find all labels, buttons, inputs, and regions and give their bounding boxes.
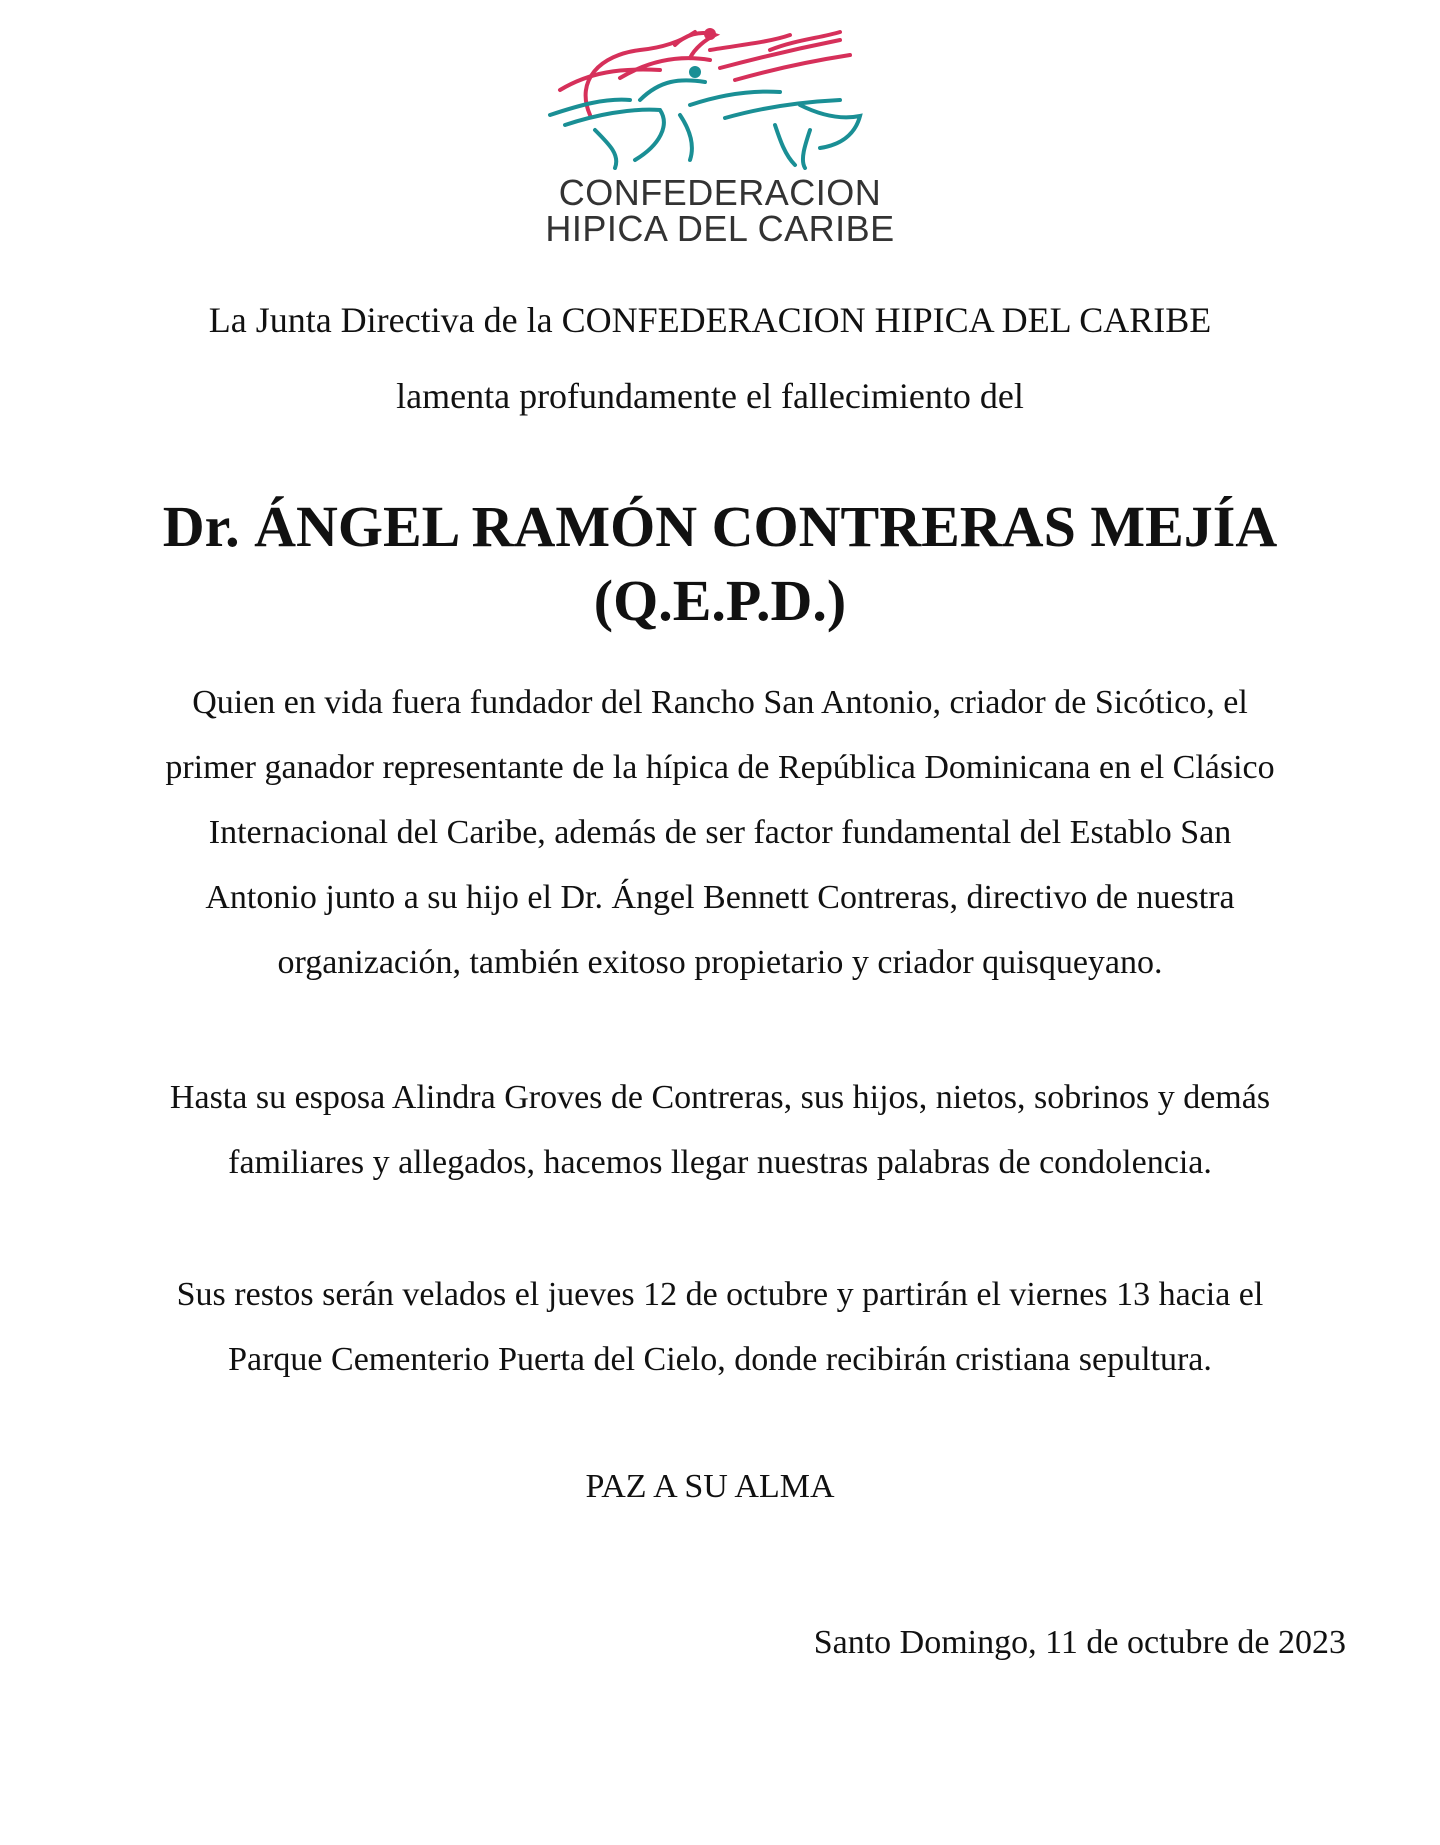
- closing-phrase: PAZ A SU ALMA: [585, 1468, 835, 1505]
- paragraph-line: Hasta su esposa Alindra Groves de Contreras, sus hijos, nietos, sobrinos y demás: [169, 1079, 1271, 1116]
- paragraph-line: Parque Cementerio Puerta del Cielo, donde recibirán cristiana sepultura.: [228, 1341, 1212, 1378]
- intro-line: La Junta Directiva de la CONFEDERACION HIPICA DEL CARIBE: [208, 300, 1212, 340]
- logo-text-line2: HIPICA DEL CARIBE: [545, 208, 895, 249]
- paragraph-line: organización, también exitoso propietario y criador quisqueyano.: [277, 944, 1163, 981]
- jockey-head-icon: [689, 66, 701, 78]
- deceased-suffix: (Q.E.P.D.): [593, 568, 847, 633]
- paragraph-line: Internacional del Caribe, además de ser factor fundamental del Establo San: [208, 814, 1232, 851]
- deceased-name: Dr. ÁNGEL RAMÓN CONTRERAS MEJÍA: [162, 494, 1278, 559]
- deceased-name-heading: [40, 490, 1400, 638]
- confederacion-logo: [520, 20, 920, 250]
- paragraph-biography: [60, 670, 1380, 995]
- jockey-head-icon: [704, 28, 716, 40]
- intro-line: lamenta profundamente el fallecimiento del: [396, 376, 1024, 416]
- paragraph-line: Antonio junto a su hijo el Dr. Ángel Bennett Contreras, directivo de nuestra: [205, 879, 1235, 916]
- place-and-date: Santo Domingo, 11 de octubre de 2023: [813, 1624, 1346, 1661]
- paragraph-line: familiares y allegados, hacemos llegar nuestras palabras de condolencia.: [228, 1144, 1212, 1181]
- horse-racing-logo-icon: [520, 20, 920, 170]
- paragraph-line: Sus restos serán velados el jueves 12 de octubre y partirán el viernes 13 hacia el: [176, 1276, 1264, 1313]
- paragraph-funeral-details: [60, 1262, 1380, 1392]
- paragraph-line: primer ganador representante de la hípica de República Dominicana en el Clásico: [165, 749, 1275, 786]
- paragraph-condolences: [60, 1065, 1380, 1195]
- paragraph-line: Quien en vida fuera fundador del Rancho San Antonio, criador de Sicótico, el: [192, 684, 1248, 721]
- logo-text-line1: CONFEDERACION: [558, 172, 882, 213]
- intro-text: [60, 282, 1360, 434]
